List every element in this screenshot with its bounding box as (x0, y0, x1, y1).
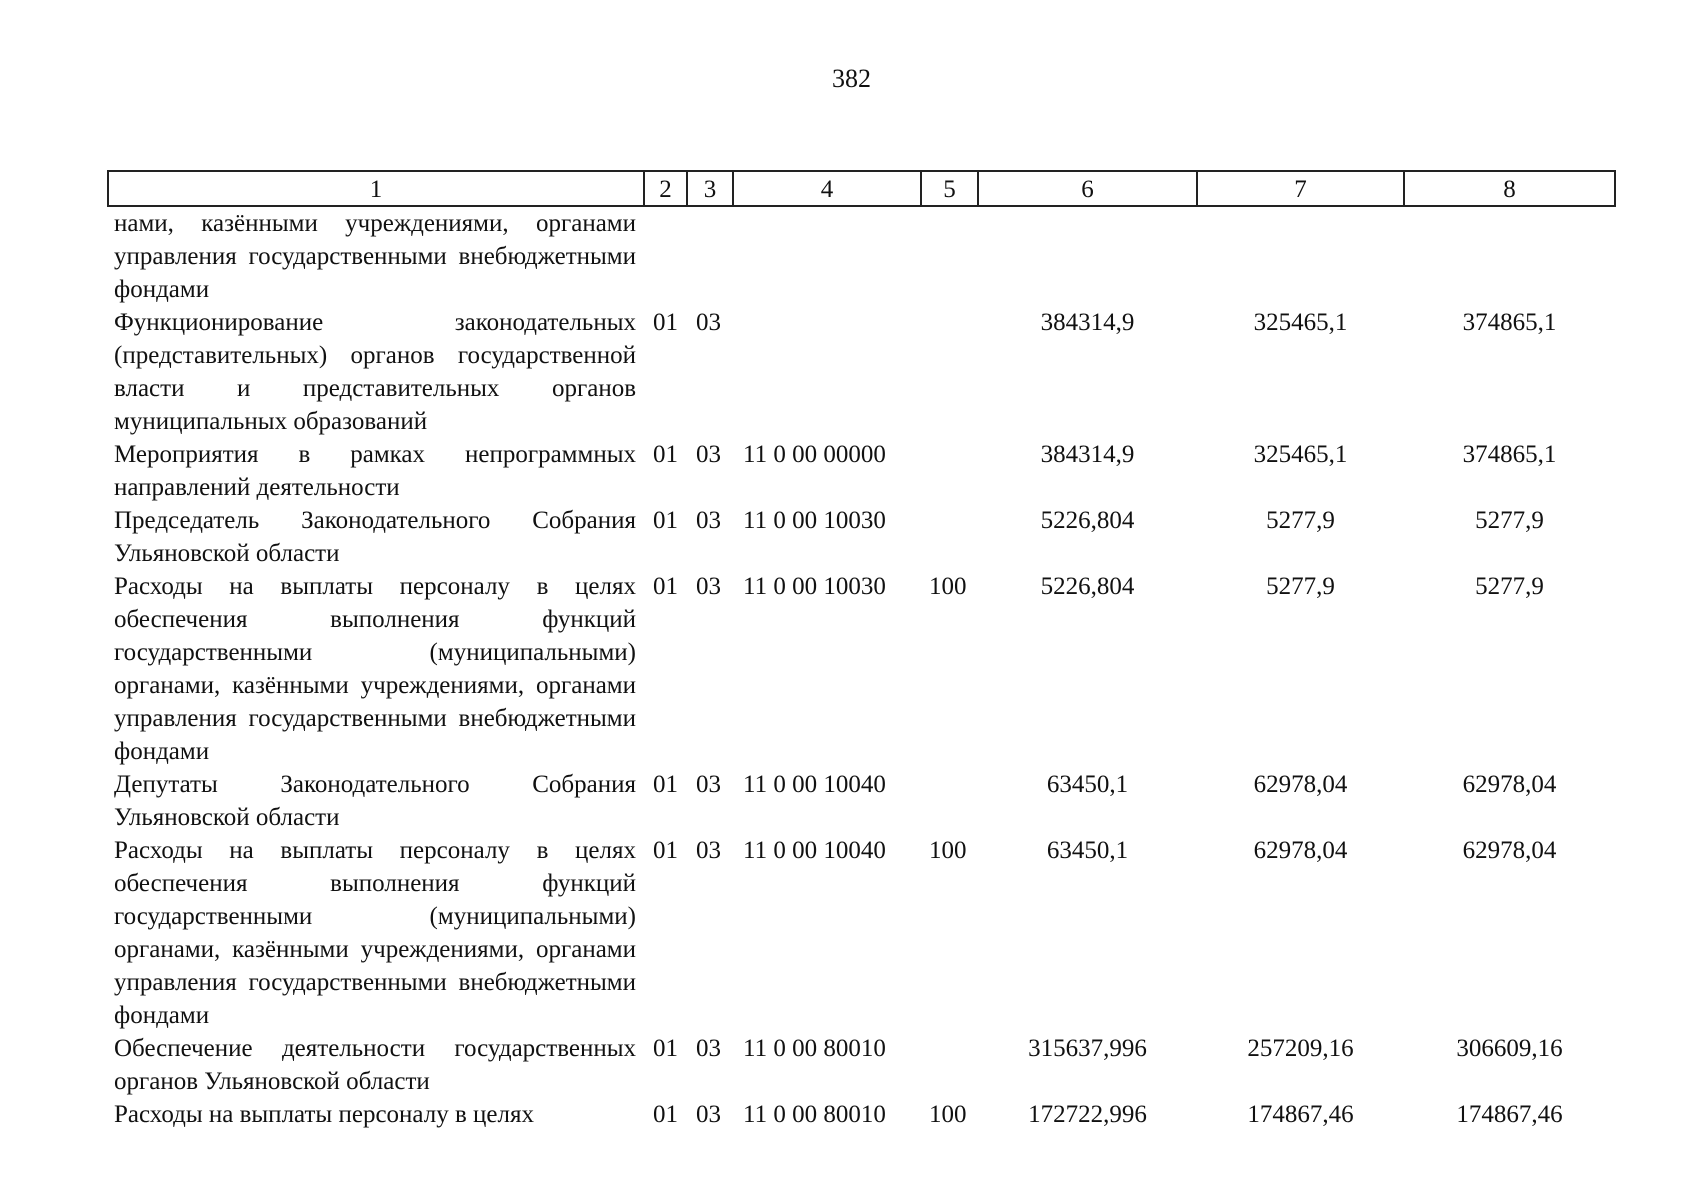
cell-amount-7: 325465,1 (1253, 309, 1348, 336)
cell-subsection: 03 (696, 573, 721, 600)
cell-target-article: 11 0 00 10040 (743, 837, 886, 864)
row-name: Расходы на выплаты персоналу в целях (114, 1101, 534, 1128)
cell-subsection: 03 (696, 771, 721, 798)
cell-target-article: 11 0 00 10030 (743, 507, 886, 534)
cell-amount-8: 62978,04 (1462, 771, 1557, 798)
cell-target-article (733, 306, 921, 438)
cell-expense-type (921, 768, 978, 834)
table-row (108, 570, 1615, 768)
column-header: 3 (687, 171, 733, 206)
cell-amount-6: 5226,804 (1040, 573, 1135, 600)
cell-expense-type (921, 504, 978, 570)
cell-amount-6: 172722,996 (1028, 1101, 1147, 1128)
cell-amount-7: 62978,04 (1253, 771, 1348, 798)
cell-target-article (733, 206, 921, 306)
column-header: 5 (921, 171, 978, 206)
cell-expense-type (921, 206, 978, 306)
table-row (108, 438, 1615, 504)
column-header: 6 (978, 171, 1197, 206)
cell-amount-6 (978, 206, 1197, 306)
cell-amount-8: 174867,46 (1456, 1101, 1563, 1128)
row-name: Расходы на выплаты персоналу в целях обеспечения выполнения функций государственными (муниципальными) органами, казёнными учреждениями, органами управления государственными внебюджетными фондами (114, 837, 636, 1029)
row-name: Мероприятия в рамках непрограммных направлений деятельности (114, 441, 636, 501)
cell-amount-7: 174867,46 (1247, 1101, 1354, 1128)
cell-subsection: 03 (696, 507, 721, 534)
cell-amount-6: 5226,804 (1040, 507, 1135, 534)
column-header: 1 (108, 171, 644, 206)
cell-amount-8: 374865,1 (1462, 441, 1557, 468)
cell-section: 01 (653, 309, 678, 336)
cell-amount-7: 5277,9 (1266, 507, 1335, 534)
table-row (108, 768, 1615, 834)
table-row (108, 504, 1615, 570)
cell-amount-7 (1197, 206, 1404, 306)
cell-amount-6: 315637,996 (1028, 1035, 1147, 1062)
cell-expense-type (921, 1032, 978, 1098)
budget-table (107, 170, 1616, 1131)
cell-expense-type (921, 306, 978, 438)
cell-subsection: 03 (696, 837, 721, 864)
cell-target-article: 11 0 00 00000 (743, 441, 886, 468)
cell-subsection: 03 (696, 309, 721, 336)
header-row (108, 171, 1615, 206)
cell-section: 01 (653, 1035, 678, 1062)
row-name: Обеспечение деятельности государственных органов Ульяновской области (114, 1035, 636, 1095)
column-header: 2 (644, 171, 687, 206)
cell-expense-type: 100 (929, 1101, 967, 1128)
cell-section: 01 (653, 837, 678, 864)
row-name: Депутаты Законодательного Собрания Ульяновской области (114, 771, 636, 831)
cell-amount-7: 5277,9 (1266, 573, 1335, 600)
cell-subsection: 03 (696, 1101, 721, 1128)
cell-subsection: 03 (696, 441, 721, 468)
cell-section: 01 (653, 771, 678, 798)
row-name: Расходы на выплаты персоналу в целях обеспечения выполнения функций государственными (муниципальными) органами, казёнными учреждениями, органами управления государственными внебюджетными фондами (114, 573, 636, 765)
column-header: 7 (1197, 171, 1404, 206)
cell-amount-8: 5277,9 (1475, 573, 1544, 600)
row-name: Функционирование законодательных (представительных) органов государственной власти и представительных органов муниципальных образований (114, 309, 636, 435)
cell-section: 01 (653, 573, 678, 600)
cell-subsection (687, 206, 733, 306)
cell-amount-6: 384314,9 (1040, 309, 1135, 336)
row-name: нами, казёнными учреждениями, органами управления государственными внебюджетными фондами (114, 210, 636, 303)
cell-amount-8 (1404, 206, 1615, 306)
table-row (108, 1032, 1615, 1098)
column-header: 8 (1404, 171, 1615, 206)
cell-amount-6: 63450,1 (1046, 837, 1129, 864)
table-row (108, 834, 1615, 1032)
cell-amount-7: 257209,16 (1247, 1035, 1354, 1062)
table-body (108, 206, 1615, 1131)
cell-subsection: 03 (696, 1035, 721, 1062)
cell-target-article: 11 0 00 10040 (743, 771, 886, 798)
cell-expense-type: 100 (929, 837, 967, 864)
cell-section: 01 (653, 1101, 678, 1128)
cell-section (644, 206, 687, 306)
cell-section: 01 (653, 441, 678, 468)
cell-amount-7: 325465,1 (1253, 441, 1348, 468)
cell-expense-type: 100 (929, 573, 967, 600)
row-name: Председатель Законодательного Собрания Ульяновской области (114, 507, 636, 567)
column-header: 4 (733, 171, 921, 206)
cell-amount-7: 62978,04 (1253, 837, 1348, 864)
cell-amount-8: 62978,04 (1462, 837, 1557, 864)
cell-section: 01 (653, 507, 678, 534)
cell-target-article: 11 0 00 10030 (743, 573, 886, 600)
cell-expense-type (921, 438, 978, 504)
cell-amount-8: 306609,16 (1456, 1035, 1563, 1062)
table-row (108, 206, 1615, 306)
table-row (108, 306, 1615, 438)
cell-amount-6: 63450,1 (1046, 771, 1129, 798)
cell-target-article: 11 0 00 80010 (743, 1101, 886, 1128)
table-row (108, 1098, 1615, 1131)
cell-target-article: 11 0 00 80010 (743, 1035, 886, 1062)
cell-amount-8: 5277,9 (1475, 507, 1544, 534)
cell-amount-6: 384314,9 (1040, 441, 1135, 468)
cell-amount-8: 374865,1 (1462, 309, 1557, 336)
page-number: 382 (832, 64, 871, 93)
